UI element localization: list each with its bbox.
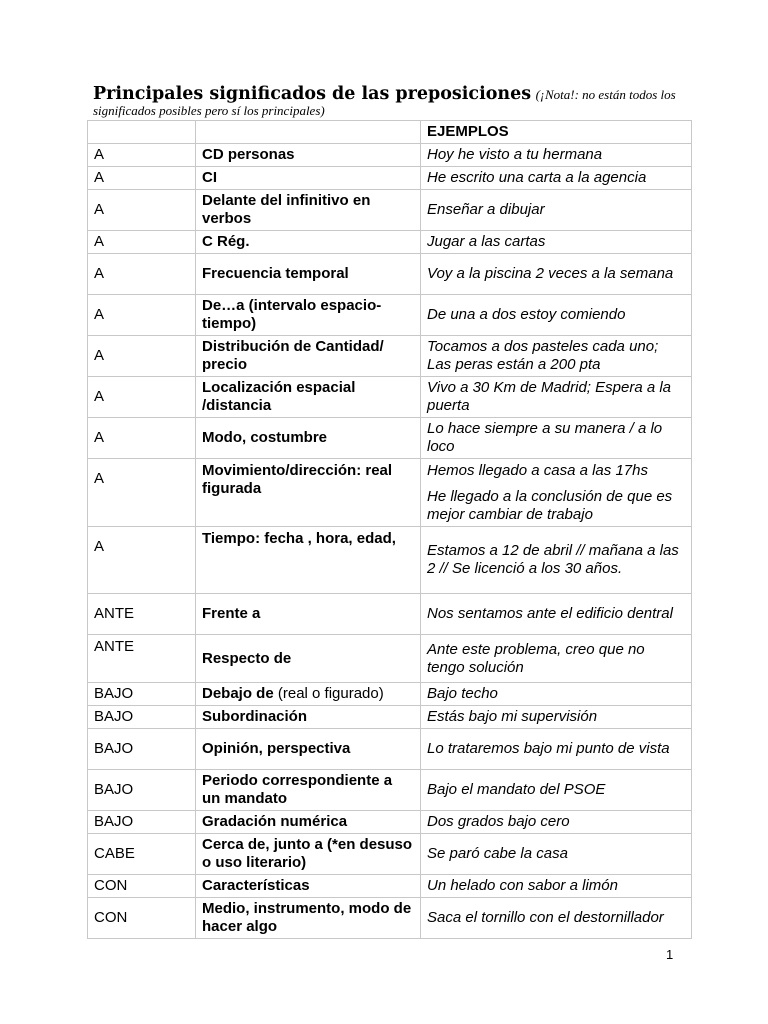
table-row xyxy=(88,811,692,834)
prep-cell: A xyxy=(88,144,196,167)
prep-cell: BAJO xyxy=(88,811,196,834)
meaning-cell: CD personas xyxy=(196,144,421,167)
meaning-cell xyxy=(196,683,421,706)
prep-cell: A xyxy=(88,190,196,231)
prep-cell: A xyxy=(88,231,196,254)
example-cell: Vivo a 30 Km de Madrid; Espera a la puerta xyxy=(421,377,692,418)
example-cell: Se paró cabe la casa xyxy=(421,834,692,875)
table-row xyxy=(88,254,692,295)
meaning-cell: De…a (intervalo espacio-tiempo) xyxy=(196,295,421,336)
meaning-cell: Medio, instrumento, modo de hacer algo xyxy=(196,898,421,939)
prep-cell xyxy=(88,459,196,527)
example-cell: Estás bajo mi supervisión xyxy=(421,706,692,729)
header-cell-meaning xyxy=(196,121,421,144)
table-row xyxy=(88,295,692,336)
meaning-cell: Frecuencia temporal xyxy=(196,254,421,295)
example-cell: Dos grados bajo cero xyxy=(421,811,692,834)
example-cell: He escrito una carta a la agencia xyxy=(421,167,692,190)
prep-text: A xyxy=(94,470,105,487)
prep-cell: ANTE xyxy=(88,635,196,683)
example-text: Hemos llegado a casa a las 17hs xyxy=(427,462,648,479)
meaning-cell: Distribución de Cantidad/ precio xyxy=(196,336,421,377)
meaning-cell: Cerca de, junto a (*en desuso o uso literario) xyxy=(196,834,421,875)
example-cell: Estamos a 12 de abril // mañana a las 2 // Se licenció a los 30 años. xyxy=(421,527,692,594)
title-main: Principales significados de las preposiciones xyxy=(93,84,532,104)
table-row xyxy=(88,231,692,254)
table-row xyxy=(88,770,692,811)
prep-cell: BAJO xyxy=(88,683,196,706)
meaning-cell: Frente a xyxy=(196,594,421,635)
example-cell: Voy a la piscina 2 veces a la semana xyxy=(421,254,692,295)
prep-cell: BAJO xyxy=(88,729,196,770)
meaning-cell: Tiempo: fecha , hora, edad, xyxy=(196,527,421,594)
meaning-cell: Opinión, perspectiva xyxy=(196,729,421,770)
example-cell: Saca el tornillo con el destornillador xyxy=(421,898,692,939)
table-row xyxy=(88,527,692,594)
example-cell: Bajo techo xyxy=(421,683,692,706)
table-row xyxy=(88,144,692,167)
prep-cell: CABE xyxy=(88,834,196,875)
meaning-cell: Subordinación xyxy=(196,706,421,729)
meaning-cell: Respecto de xyxy=(196,635,421,683)
example-text-2: He llegado a la conclusión de que es mejor cambiar de trabajo xyxy=(427,488,673,523)
meaning-cell: Características xyxy=(196,875,421,898)
example-cell: Tocamos a dos pasteles cada uno; Las peras están a 200 pta xyxy=(421,336,692,377)
header-cell-prep xyxy=(88,121,196,144)
example-cell: Lo hace siempre a su manera / a lo loco xyxy=(421,418,692,459)
table-row xyxy=(88,635,692,683)
prep-cell: CON xyxy=(88,898,196,939)
prep-cell: A xyxy=(88,167,196,190)
meaning-cell: Movimiento/dirección: real figurada xyxy=(196,459,421,527)
table-row xyxy=(88,834,692,875)
prep-cell: A xyxy=(88,377,196,418)
prep-cell: CON xyxy=(88,875,196,898)
prep-cell: BAJO xyxy=(88,706,196,729)
header-cell-examples: EJEMPLOS xyxy=(421,121,692,144)
meaning-extra-text: (real o figurado) xyxy=(273,685,384,702)
prep-cell: A xyxy=(88,336,196,377)
table-row xyxy=(88,875,692,898)
example-cell: Nos sentamos ante el edificio dentral xyxy=(421,594,692,635)
table-row xyxy=(88,898,692,939)
meaning-cell: CI xyxy=(196,167,421,190)
meaning-text: Debajo de xyxy=(202,685,274,702)
prep-cell: A xyxy=(88,418,196,459)
example-cell: Jugar a las cartas xyxy=(421,231,692,254)
meaning-cell: C Rég. xyxy=(196,231,421,254)
prep-cell: ANTE xyxy=(88,594,196,635)
meaning-cell: Delante del infinitivo en verbos xyxy=(196,190,421,231)
table-header-row xyxy=(88,121,692,144)
table-row xyxy=(88,336,692,377)
table-row xyxy=(88,377,692,418)
table-row xyxy=(88,706,692,729)
meaning-cell: Gradación numérica xyxy=(196,811,421,834)
prep-cell xyxy=(88,527,196,594)
prep-text: A xyxy=(94,538,105,555)
example-cell: Enseñar a dibujar xyxy=(421,190,692,231)
document-title xyxy=(93,86,693,119)
table-row xyxy=(88,683,692,706)
title-note: (¡Nota!: no están todos los significados posibles pero sí los principales) xyxy=(93,87,676,118)
example-cell: Un helado con sabor a limón xyxy=(421,875,692,898)
table-row xyxy=(88,459,692,527)
meaning-cell: Localización espacial /distancia xyxy=(196,377,421,418)
example-cell: Bajo el mandato del PSOE xyxy=(421,770,692,811)
prep-cell: BAJO xyxy=(88,770,196,811)
example-cell xyxy=(421,459,692,527)
table-row xyxy=(88,418,692,459)
prep-cell: A xyxy=(88,295,196,336)
prepositions-table xyxy=(87,120,692,939)
table-row xyxy=(88,190,692,231)
prep-cell: A xyxy=(88,254,196,295)
meaning-cell: Modo, costumbre xyxy=(196,418,421,459)
example-cell: Hoy he visto a tu hermana xyxy=(421,144,692,167)
page-number: 1 xyxy=(666,947,674,962)
table-row xyxy=(88,167,692,190)
example-cell: Lo trataremos bajo mi punto de vista xyxy=(421,729,692,770)
table-row xyxy=(88,594,692,635)
example-cell: De una a dos estoy comiendo xyxy=(421,295,692,336)
example-cell: Ante este problema, creo que no tengo solución xyxy=(421,635,692,683)
meaning-cell: Periodo correspondiente a un mandato xyxy=(196,770,421,811)
table-row xyxy=(88,729,692,770)
